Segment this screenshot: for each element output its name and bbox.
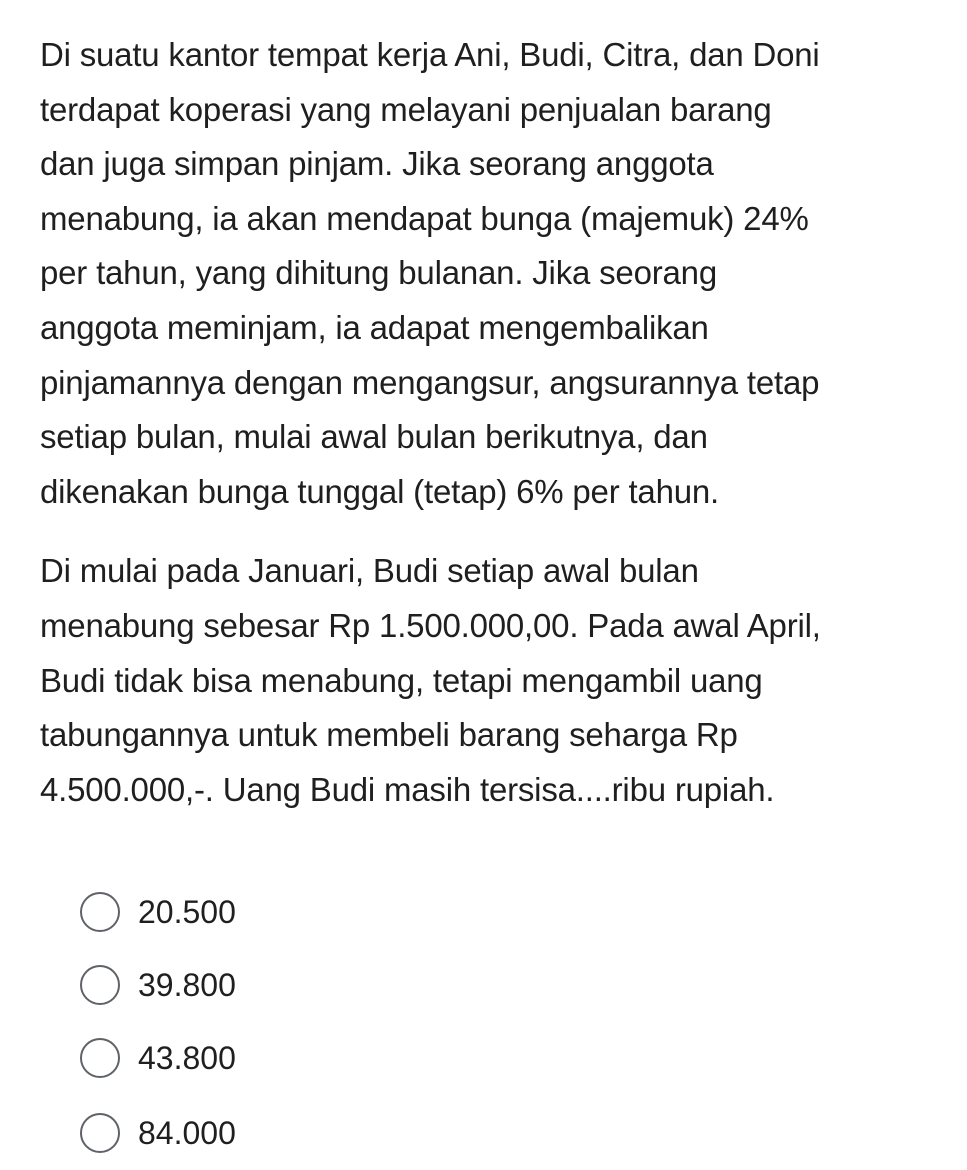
question-line: dan juga simpan pinjam. Jika seorang anggota <box>40 145 714 183</box>
question-line: 4.500.000,-. Uang Budi masih tersisa....ribu rupiah. <box>40 770 775 808</box>
question-paragraph-2 <box>40 544 960 817</box>
option-4[interactable] <box>80 1103 236 1163</box>
question-line: terdapat koperasi yang melayani penjualan barang <box>40 90 772 128</box>
option-label: 20.500 <box>138 894 236 930</box>
question-text <box>40 28 960 817</box>
question-line: pinjamannya dengan mengangsur, angsurannya tetap <box>40 363 820 401</box>
radio-button-icon[interactable] <box>80 1038 120 1078</box>
question-line: per tahun, yang dihitung bulanan. Jika seorang <box>40 254 717 292</box>
radio-button-icon[interactable] <box>80 892 120 932</box>
question-line: menabung, ia akan mendapat bunga (majemuk) 24% <box>40 199 809 237</box>
question-line: setiap bulan, mulai awal bulan berikutnya, dan <box>40 418 708 456</box>
question-paragraph-1 <box>40 28 960 519</box>
option-1[interactable] <box>80 882 236 942</box>
question-line: tabungannya untuk membeli barang seharga Rp <box>40 716 738 754</box>
option-2[interactable] <box>80 955 236 1015</box>
radio-button-icon[interactable] <box>80 1113 120 1153</box>
question-line: menabung sebesar Rp 1.500.000,00. Pada awal April, <box>40 606 821 644</box>
question-line: Di suatu kantor tempat kerja Ani, Budi, Citra, dan Doni <box>40 36 820 73</box>
question-line: dikenakan bunga tunggal (tetap) 6% per tahun. <box>40 472 720 510</box>
question-line: Budi tidak bisa menabung, tetapi mengambil uang <box>40 661 763 699</box>
radio-button-icon[interactable] <box>80 965 120 1005</box>
option-label: 39.800 <box>138 967 236 1003</box>
option-label: 43.800 <box>138 1040 236 1076</box>
question-line: anggota meminjam, ia adapat mengembalikan <box>40 308 709 346</box>
option-label: 84.000 <box>138 1115 236 1151</box>
question-line: Di mulai pada Januari, Budi setiap awal bulan <box>40 552 699 590</box>
option-3[interactable] <box>80 1028 236 1088</box>
